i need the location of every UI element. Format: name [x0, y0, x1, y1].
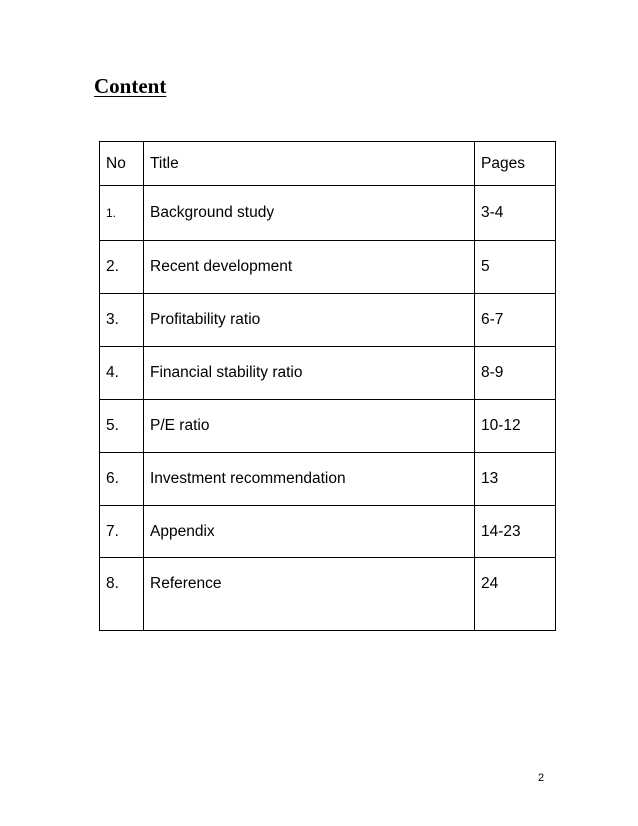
row-number: 1. [100, 186, 144, 241]
row-number: 5. [100, 400, 144, 453]
row-title: Appendix [144, 506, 475, 558]
row-number: 6. [100, 453, 144, 506]
row-pages: 8-9 [475, 347, 556, 400]
table-header-row [100, 142, 556, 186]
table-row [100, 506, 556, 558]
row-pages: 24 [475, 558, 556, 631]
row-number: 2. [100, 241, 144, 294]
header-no: No [100, 142, 144, 186]
table-row [100, 453, 556, 506]
row-pages: 14-23 [475, 506, 556, 558]
header-pages: Pages [475, 142, 556, 186]
table-row [100, 347, 556, 400]
row-title: Investment recommendation [144, 453, 475, 506]
page-number: 2 [538, 772, 545, 784]
row-number: 8. [100, 558, 144, 631]
row-pages: 10-12 [475, 400, 556, 453]
table-row [100, 400, 556, 453]
row-title: Financial stability ratio [144, 347, 475, 400]
header-title: Title [144, 142, 475, 186]
row-title: Background study [144, 186, 475, 241]
row-pages: 6-7 [475, 294, 556, 347]
row-number: 4. [100, 347, 144, 400]
row-title: P/E ratio [144, 400, 475, 453]
row-number: 3. [100, 294, 144, 347]
page-title: Content [94, 74, 167, 98]
row-pages: 3-4 [475, 186, 556, 241]
row-pages: 5 [475, 241, 556, 294]
row-title: Profitability ratio [144, 294, 475, 347]
row-title: Reference [144, 558, 475, 631]
table-row [100, 294, 556, 347]
table-row [100, 241, 556, 294]
table-row [100, 558, 556, 631]
row-pages: 13 [475, 453, 556, 506]
row-number: 7. [100, 506, 144, 558]
table-row [100, 186, 556, 241]
row-title: Recent development [144, 241, 475, 294]
contents-table [99, 141, 556, 631]
